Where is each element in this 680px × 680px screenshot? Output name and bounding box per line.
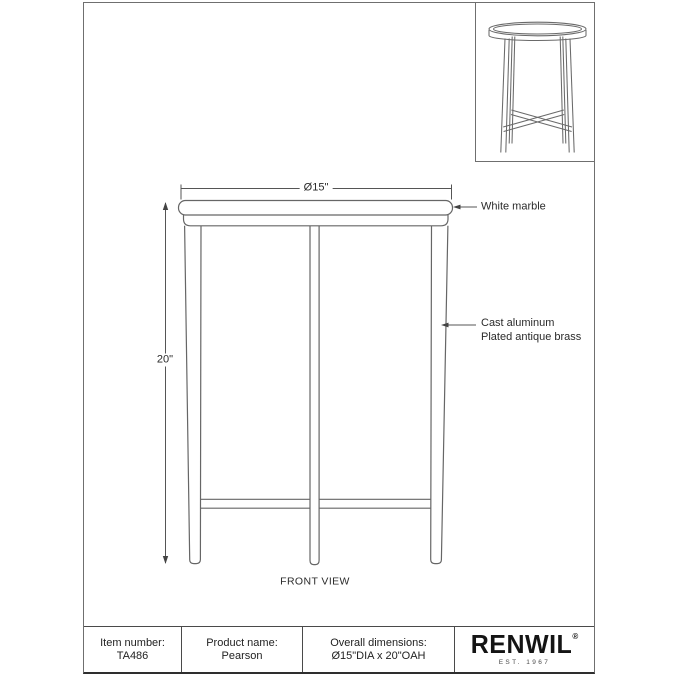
product-name-value: Pearson xyxy=(221,649,263,662)
leg-material-callout-line2: Plated antique brass xyxy=(481,330,582,343)
dimension-lines xyxy=(163,185,477,565)
leg-material-callout-line1: Cast aluminum xyxy=(481,317,555,329)
item-number-label: Item number: xyxy=(100,636,165,649)
product-name-label: Product name: xyxy=(206,636,278,649)
registered-trademark-icon: ® xyxy=(572,631,579,641)
top-material-leader-line xyxy=(453,205,477,210)
front-view-table-top xyxy=(179,201,453,216)
front-view-center-leg xyxy=(310,226,319,565)
front-view-apron xyxy=(184,215,449,226)
brand-tagline: EST. 1967 xyxy=(498,658,551,666)
overall-dimensions-label: Overall dimensions: xyxy=(330,636,427,649)
height-dimension-label: 20" xyxy=(153,354,177,367)
width-dimension-label: Ø15" xyxy=(300,182,333,195)
height-dimension-line xyxy=(163,202,168,564)
top-material-callout: White marble xyxy=(481,200,546,213)
perspective-table-top xyxy=(489,22,586,40)
overall-dimensions-value: Ø15"DIA x 20"OAH xyxy=(331,649,426,662)
perspective-view-drawing xyxy=(489,22,586,152)
item-number-value: TA486 xyxy=(116,649,149,662)
brand-wordmark: RENWIL® xyxy=(470,630,579,660)
leg-material-callout xyxy=(481,317,581,344)
perspective-legs xyxy=(501,37,574,153)
view-caption: FRONT VIEW xyxy=(280,575,350,588)
front-view-left-leg xyxy=(185,226,201,564)
front-view-drawing xyxy=(179,201,453,565)
perspective-cross-stretcher xyxy=(503,110,572,132)
front-view-right-leg xyxy=(431,226,448,564)
leg-material-leader-line xyxy=(441,323,476,328)
